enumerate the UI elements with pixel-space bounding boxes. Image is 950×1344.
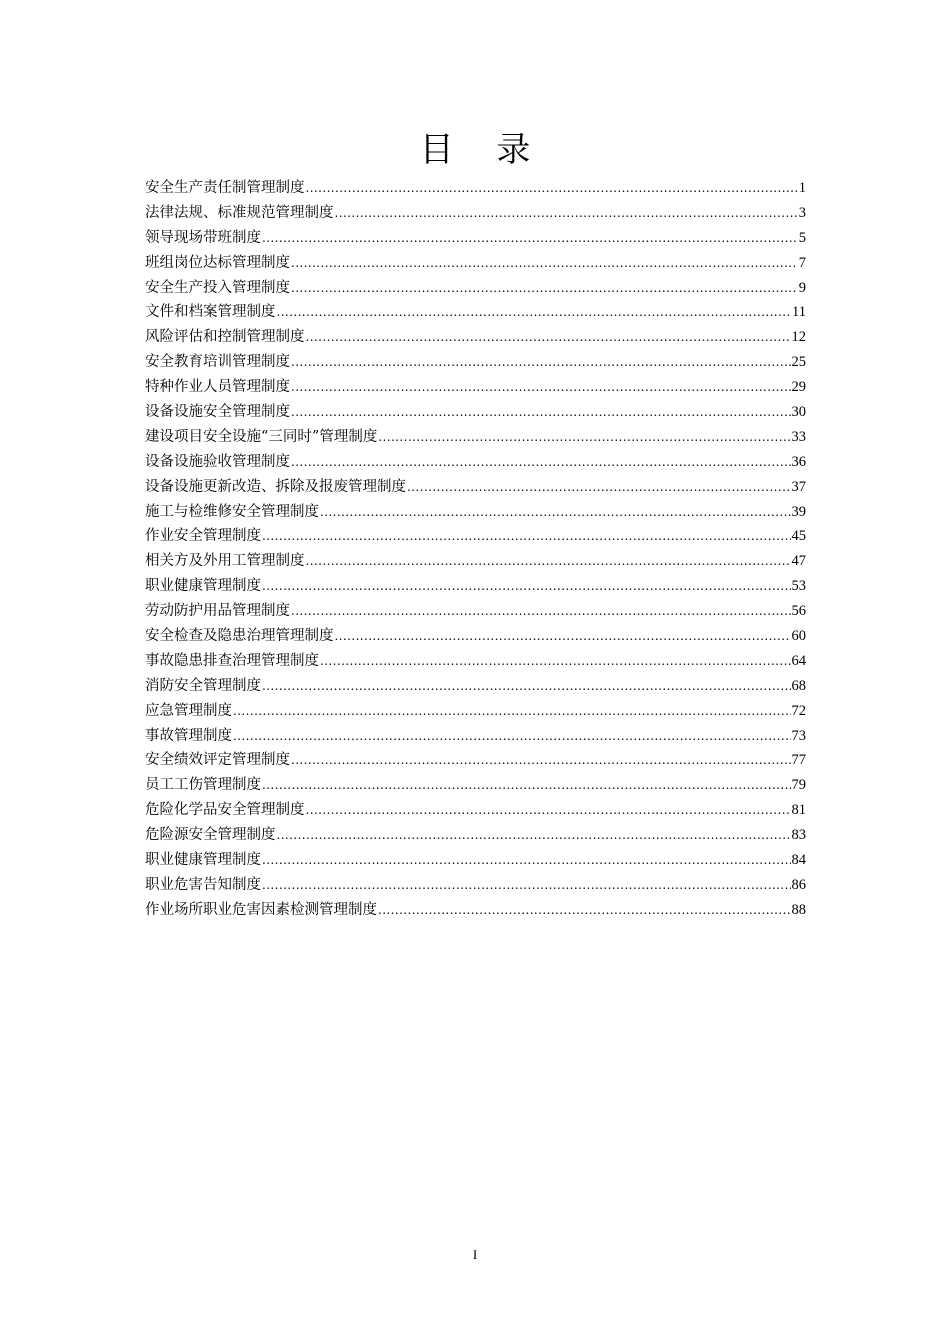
toc-entry-label: 消防安全管理制度 [145, 677, 261, 694]
toc-entry-page-number: 1 [798, 180, 806, 196]
toc-entry-page-number: 53 [791, 578, 806, 595]
toc-entry-label: 安全生产责任制管理制度 [145, 180, 305, 196]
toc-dot-leader [407, 475, 791, 500]
toc-dot-leader [291, 450, 791, 475]
toc-entry-label: 领导现场带班制度 [145, 229, 261, 246]
toc-dot-leader [335, 201, 798, 226]
toc-dot-leader [306, 176, 798, 201]
toc-entry-page-number: 56 [791, 603, 806, 620]
toc-entry[interactable] [145, 848, 806, 873]
toc-entry-page-number: 72 [791, 702, 806, 719]
toc-entry-label: 施工与检维修安全管理制度 [145, 503, 319, 520]
toc-entry-page-number: 45 [791, 528, 806, 545]
toc-entry[interactable] [145, 425, 806, 450]
toc-title: 目 录 [419, 130, 547, 170]
toc-entry[interactable] [145, 898, 806, 923]
toc-entry-page-number: 79 [791, 777, 806, 794]
toc-dot-leader [262, 524, 791, 549]
toc-entry-label: 职业危害告知制度 [145, 876, 261, 893]
toc-entry-label: 安全生产投入管理制度 [145, 279, 290, 296]
toc-entry-label: 应急管理制度 [145, 702, 232, 719]
toc-entry-page-number: 12 [791, 329, 806, 346]
toc-entry[interactable] [145, 201, 806, 226]
toc-entry-label: 职业健康管理制度 [145, 852, 261, 869]
toc-entry-label: 设备设施验收管理制度 [145, 453, 290, 470]
toc-entry-page-number: 64 [791, 652, 806, 669]
toc-entry-page-number: 81 [791, 802, 806, 819]
toc-entry[interactable] [145, 624, 806, 649]
toc-entry[interactable] [145, 599, 806, 624]
toc-dot-leader [335, 624, 791, 649]
toc-entry[interactable] [145, 773, 806, 798]
toc-entry-page-number: 83 [791, 827, 806, 844]
toc-entry[interactable] [145, 226, 806, 251]
toc-entry[interactable] [145, 699, 806, 724]
toc-entry-label: 相关方及外用工管理制度 [145, 553, 305, 570]
toc-entry-page-number: 11 [792, 304, 806, 321]
toc-dot-leader [291, 251, 798, 276]
toc-entry-label: 作业场所职业危害因素检测管理制度 [145, 901, 377, 918]
toc-entry[interactable] [145, 674, 806, 699]
toc-entry[interactable] [145, 724, 806, 749]
toc-entry-label: 危险化学品安全管理制度 [145, 802, 305, 819]
toc-entry[interactable] [145, 375, 806, 400]
toc-dot-leader [291, 400, 791, 425]
toc-list [145, 176, 806, 923]
toc-entry-label: 建设项目安全设施“三同时”管理制度 [145, 428, 378, 445]
toc-entry-page-number: 47 [791, 553, 806, 570]
toc-entry[interactable] [145, 500, 806, 525]
toc-entry-page-number: 7 [798, 254, 806, 271]
toc-entry[interactable] [145, 748, 806, 773]
toc-entry-page-number: 77 [791, 752, 806, 769]
toc-entry-label: 员工工伤管理制度 [145, 777, 261, 794]
toc-entry-page-number: 30 [791, 404, 806, 421]
toc-entry[interactable] [145, 450, 806, 475]
toc-entry-label: 安全绩效评定管理制度 [145, 752, 290, 769]
toc-entry-page-number: 9 [798, 279, 806, 296]
toc-dot-leader [291, 276, 798, 301]
toc-dot-leader [378, 425, 790, 450]
toc-dot-leader [306, 549, 791, 574]
toc-entry-label: 事故管理制度 [145, 727, 232, 744]
toc-dot-leader [262, 674, 791, 699]
toc-entry[interactable] [145, 873, 806, 898]
footer-page-number: I [472, 1247, 478, 1262]
toc-dot-leader [306, 798, 791, 823]
toc-entry[interactable] [145, 276, 806, 301]
toc-dot-leader [306, 325, 791, 350]
toc-dot-leader [378, 898, 791, 923]
toc-dot-leader [233, 724, 791, 749]
toc-entry-page-number: 29 [791, 379, 806, 396]
toc-entry[interactable] [145, 574, 806, 599]
toc-entry-label: 作业安全管理制度 [145, 528, 261, 545]
toc-entry[interactable] [145, 400, 806, 425]
toc-dot-leader [262, 226, 798, 251]
toc-entry[interactable] [145, 475, 806, 500]
toc-dot-leader [262, 848, 791, 873]
toc-entry-page-number: 33 [791, 428, 806, 445]
toc-entry-label: 风险评估和控制管理制度 [145, 329, 305, 346]
toc-entry-page-number: 84 [791, 852, 806, 869]
toc-entry-label: 事故隐患排查治理管理制度 [145, 652, 319, 669]
toc-entry-label: 班组岗位达标管理制度 [145, 254, 290, 271]
toc-dot-leader [291, 748, 791, 773]
toc-dot-leader [262, 574, 791, 599]
toc-entry-label: 设备设施更新改造、拆除及报废管理制度 [145, 478, 406, 495]
toc-entry-label: 设备设施安全管理制度 [145, 404, 290, 421]
toc-entry-label: 安全教育培训管理制度 [145, 354, 290, 371]
toc-entry-label: 特种作业人员管理制度 [145, 379, 290, 396]
toc-dot-leader [262, 873, 791, 898]
toc-entry-page-number: 60 [791, 628, 806, 645]
toc-dot-leader [291, 375, 791, 400]
toc-entry-page-number: 36 [791, 453, 806, 470]
toc-entry[interactable] [145, 350, 806, 375]
toc-entry[interactable] [145, 823, 806, 848]
toc-dot-leader [262, 773, 791, 798]
toc-entry-page-number: 73 [791, 727, 806, 744]
toc-entry[interactable] [145, 524, 806, 549]
toc-entry[interactable] [145, 798, 806, 823]
toc-entry[interactable] [145, 251, 806, 276]
toc-entry-page-number: 3 [798, 204, 806, 221]
toc-dot-leader [277, 823, 791, 848]
toc-entry-page-number: 25 [791, 354, 806, 371]
toc-entry-label: 职业健康管理制度 [145, 578, 261, 595]
toc-dot-leader [291, 599, 791, 624]
toc-entry-label: 劳动防护用品管理制度 [145, 603, 290, 620]
toc-entry[interactable] [145, 325, 806, 350]
toc-entry[interactable] [145, 176, 806, 201]
toc-entry-label: 安全检查及隐患治理管理制度 [145, 628, 334, 645]
toc-entry-label: 文件和档案管理制度 [145, 304, 276, 321]
toc-dot-leader [291, 350, 791, 375]
toc-entry-label: 法律法规、标准规范管理制度 [145, 204, 334, 221]
toc-dot-leader [233, 699, 791, 724]
toc-entry-label: 危险源安全管理制度 [145, 827, 276, 844]
toc-entry[interactable] [145, 300, 806, 325]
toc-entry[interactable] [145, 649, 806, 674]
toc-entry-page-number: 37 [791, 478, 806, 495]
toc-entry-page-number: 5 [798, 229, 806, 246]
toc-dot-leader [320, 500, 791, 525]
toc-dot-leader [320, 649, 791, 674]
toc-entry[interactable] [145, 549, 806, 574]
toc-entry-page-number: 68 [791, 677, 806, 694]
toc-dot-leader [277, 300, 792, 325]
toc-entry-page-number: 86 [791, 876, 806, 893]
toc-entry-page-number: 39 [791, 503, 806, 520]
toc-entry-page-number: 88 [791, 901, 806, 918]
